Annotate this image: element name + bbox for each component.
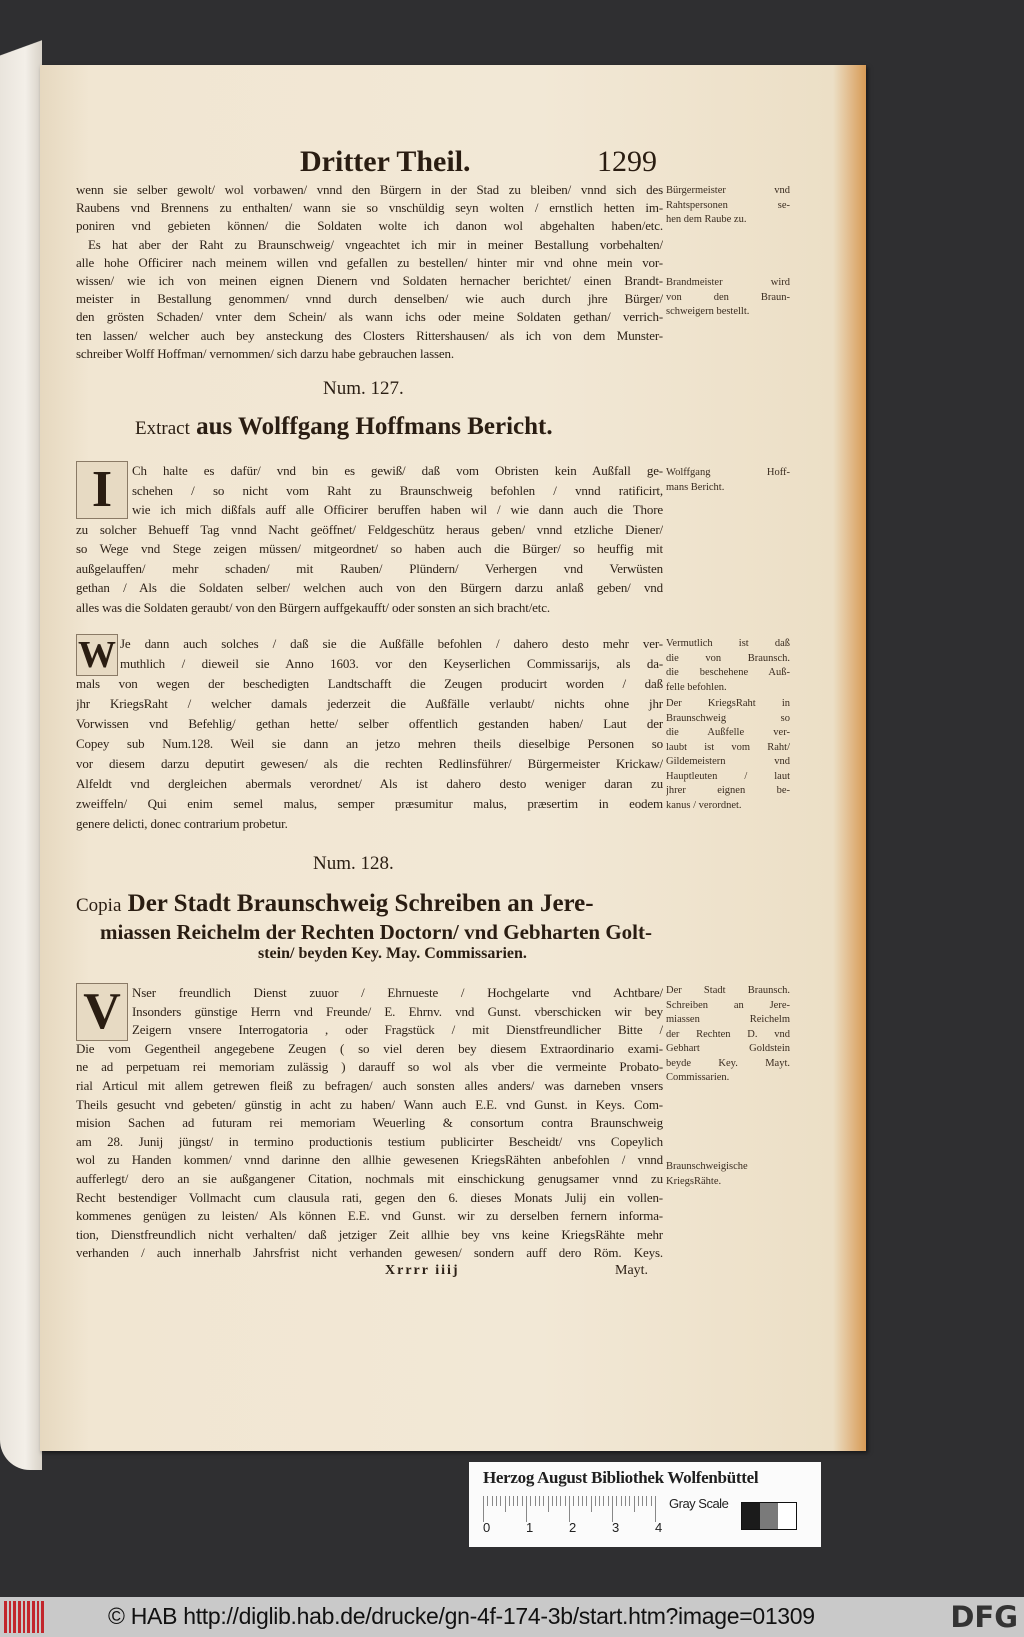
note-line: Brandmeister wird <box>666 277 790 288</box>
drop-cap: W <box>78 634 116 676</box>
text-line: wie ich mich dißfals auff alle Officirer beruffen haben wil / wie dann auch die Thore <box>132 502 663 517</box>
text-line: alle hohe Officirer nach meinem willen vnd gefallen zu bestellen/ hinter mir vnd ohne mein vor- <box>76 254 663 270</box>
ruler-tick <box>646 1496 647 1506</box>
ruler-tick <box>612 1496 613 1522</box>
ruler-tick <box>535 1496 536 1506</box>
ruler-tick <box>560 1496 561 1506</box>
text-line: wenn sie selber gewolt/ wol vorbawen/ vnnd den Bürgern in der Stad zu bleiben/ vnnd sich des <box>76 182 663 197</box>
ruler-tick <box>483 1496 484 1522</box>
ruler-tick <box>569 1496 570 1522</box>
title-prefix: Copia <box>76 895 122 916</box>
note-line: miassen Reichelm <box>666 1014 790 1025</box>
ruler-number: 0 <box>483 1520 491 1535</box>
margin-note <box>666 276 790 320</box>
library-color-target <box>469 1462 821 1547</box>
ruler-tick <box>621 1496 622 1506</box>
section-title <box>76 890 594 918</box>
ruler-tick <box>526 1496 527 1522</box>
ruler-tick <box>582 1496 583 1506</box>
text-line: Es hat aber der Raht zu Braunschweig/ vngeachtet ich mir in meiner Bestallung vorbehalten/ <box>88 236 663 252</box>
logo-stripe <box>18 1601 21 1633</box>
ruler-tick <box>625 1496 626 1506</box>
text-line: Raubens vnd Brennens zu enthalten/ wann sie so vnschüldig seyn wolten / ernstlich hetten im- <box>76 200 663 216</box>
text-line: poniren vnd gebieten können/ die Soldaten wolte ich danon wol abgehalten haben/etc. <box>76 218 663 234</box>
note-line: Gildemeistern vnd <box>666 756 790 767</box>
page-number: 1299 <box>597 145 657 178</box>
text-line: am 28. Junij jüngst/ in termino productionis testium publicirter Bescheidt/ vns Copeylich <box>76 1133 663 1149</box>
text-line: Je dann auch solches / daß sie die Außfälle befohlen / dahero desto mehr ver- <box>120 636 663 651</box>
note-line: felle befohlen. <box>666 681 727 693</box>
ruler-tick <box>629 1496 630 1506</box>
text-line: zu solcher Behueff Tag vnnd Nacht geöffnet/ Feldgeschütz heraus geben/ vnnd etzliche Diener/ <box>76 521 663 537</box>
ruler-tick <box>496 1496 497 1506</box>
logo-stripe <box>41 1601 44 1633</box>
ruler-tick <box>500 1496 501 1506</box>
note-line: Vermutlich ist daß <box>666 638 790 649</box>
text-line: ten lassen/ welcher auch bey ansteckung des Closters Rittershausen/ als ich von dem Munster- <box>76 327 663 343</box>
logo-stripe <box>4 1601 7 1633</box>
ruler-tick <box>651 1496 652 1506</box>
note-line: die von Braunsch. <box>666 652 790 664</box>
note-line: Braunschweig so <box>666 712 790 724</box>
section-title <box>135 413 553 441</box>
ruler-tick <box>509 1496 510 1506</box>
ruler-tick <box>513 1496 514 1506</box>
text-line: kommenes genügen zu leisten/ Als können E.E. vnd Gunst. wir zu derselben fernern informa- <box>76 1208 663 1224</box>
note-line: Der Stadt Braunsch. <box>666 985 790 996</box>
ruler-tick <box>591 1496 592 1512</box>
logo-stripe <box>23 1601 26 1633</box>
note-line: laubt ist vom Raht/ <box>666 741 790 753</box>
margin-note <box>666 697 790 813</box>
text-line: Ch halte es dafür/ vnd bin es gewiß/ daß vom Obristen kein Außfall ge- <box>132 463 663 478</box>
hab-logo-icon <box>4 1601 44 1633</box>
title-prefix: Extract <box>135 418 190 439</box>
text-line: meister in Bestallung genommen/ vnnd durch denselben/ wie auch durch jhre Bürger/ <box>76 291 663 307</box>
text-line: schreiber Wolff Hoffman/ vernommen/ sich darzu habe gebrauchen lassen. <box>76 345 454 361</box>
text-line: Alfeldt vnd dergleichen abermals verordnet/ Als ist dahero desto weniger daran zu <box>76 776 663 791</box>
text-line: genere delicti, donec contrarium probetur. <box>76 816 288 831</box>
ruler-tick <box>556 1496 557 1506</box>
footer-bar <box>0 1597 1024 1637</box>
text-line: tion, Dienstfreundlich nicht verhalten/ daß jetziger Zeit allhie bey vns keine KriegsRähte mehr <box>76 1226 663 1242</box>
dfg-logo: DFG <box>950 1600 1018 1634</box>
drop-cap: V <box>76 983 128 1041</box>
ruler-tick <box>522 1496 523 1506</box>
margin-note <box>666 184 790 228</box>
title-line: Der Stadt Braunschweig Schreiben an Jere- <box>127 890 594 917</box>
note-line: Braunschweigische <box>666 1161 748 1172</box>
running-head: Dritter Theil. <box>300 145 471 178</box>
text-line: vor diesem darzu deputirt gewesen/ als die rechten Redlinsführer/ Bürgermeister Krickaw/ <box>76 756 663 771</box>
note-line: Rahtspersonen se- <box>666 199 790 211</box>
ruler-number: 3 <box>612 1520 620 1535</box>
ruler-tick <box>608 1496 609 1506</box>
ruler-tick <box>492 1496 493 1506</box>
margin-note <box>666 984 790 1086</box>
ruler-tick <box>595 1496 596 1506</box>
ruler-tick <box>603 1496 604 1506</box>
permalink-text: © HAB http://diglib.hab.de/drucke/gn-4f-174-3b/start.htm?image=01309 <box>108 1603 815 1629</box>
ruler-number: 4 <box>655 1520 663 1535</box>
ruler-tick <box>634 1496 635 1512</box>
margin-note <box>666 466 790 495</box>
note-line: Commissarien. <box>666 1072 730 1083</box>
section-number: Num. 128. <box>313 853 394 874</box>
text-line: zweiffeln/ Qui enim semel malus, semper præsumitur malus, præsertim in eodem <box>76 796 663 811</box>
logo-stripe <box>32 1601 35 1633</box>
ruler-number: 2 <box>569 1520 577 1535</box>
note-line: Schreiben an Jere- <box>666 999 790 1011</box>
note-line: Der KriegsRaht in <box>666 698 790 709</box>
ruler-tick <box>573 1496 574 1506</box>
ruler-tick <box>530 1496 531 1506</box>
note-line: Gebhart Goldstein <box>666 1043 790 1054</box>
paragraph-4 <box>76 984 663 1263</box>
ruler-tick <box>517 1496 518 1506</box>
ruler-tick <box>655 1496 656 1522</box>
paragraph-1 <box>76 181 663 363</box>
text-line: schehen / so nicht vom Raht zu Braunschweig befohlen / vnnd ratificirt, <box>132 482 663 498</box>
note-line: kanus / verordnet. <box>666 799 742 811</box>
ruler-tick <box>543 1496 544 1506</box>
text-line: Insonders günstige Herrn vnd Freunde/ E. Ehrnv. vnd Gunst. vberschicken wir bey <box>132 1003 663 1019</box>
ruler-tick <box>599 1496 600 1506</box>
gray-scale-label: Gray Scale <box>669 1496 729 1511</box>
section-number: Num. 127. <box>323 378 404 399</box>
text-line: jhr KriegsRaht / welcher damals jederzeit die Außfälle verlaubt/ nichts ohne jhr <box>76 696 663 711</box>
note-line: Bürgermeister vnd <box>666 185 790 196</box>
text-line: Recht bestendiger Vollmacht cum clausula rati, gegen den 6. dieses Monats Julij ein vollen- <box>76 1189 663 1205</box>
note-line: die Außfelle ver- <box>666 727 790 738</box>
text-line: Copey sub Num.128. Weil sie dann an jetzo mehren theils dieselbige Personen so <box>76 736 663 751</box>
text-line: mals von wegen der beschedigten Landtschafft die Zeugen producirt worden / daß <box>76 676 663 691</box>
logo-stripe <box>27 1601 30 1633</box>
text-line: gethan / Als die Soldaten selber/ welchen auch von den Bürgern darzu anlaß geben/ vnd <box>76 580 663 595</box>
text-line: Die vom Gegentheil angegebene Zeugen ( so viel deren bey diesem Extraordinario exami- <box>76 1040 663 1056</box>
note-line: Wolffgang Hoff- <box>666 467 790 478</box>
note-line: von den Braun- <box>666 291 790 303</box>
note-line: der Rechten D. vnd <box>666 1028 790 1040</box>
ruler-tick <box>552 1496 553 1506</box>
section-title-line: miassen Reichelm der Rechten Doctorn/ vnd Gebharten Golt- <box>100 920 652 944</box>
text-line: verhanden / auch innerhalb Jahrsfrist nicht verhanden gewesen/ sondern auff dero Röm. Keys. <box>76 1245 663 1261</box>
ruler-tick <box>565 1496 566 1506</box>
ruler-tick <box>616 1496 617 1506</box>
text-line: wissen/ wie ich von meinen eignen Dienern vnd Soldaten hernacher berichtet/ einen Brandt- <box>76 273 663 289</box>
text-line: alles was die Soldaten geraubt/ von den Bürgern auffgekaufft/ oder sonsten an sich bracht/etc. <box>76 599 550 615</box>
note-line: Hauptleuten / laut <box>666 770 790 782</box>
title-text: aus Wolffgang Hoffmans Bericht. <box>196 413 553 440</box>
catchword: Mayt. <box>615 1263 649 1278</box>
previous-page-edge <box>0 25 42 1470</box>
text-line: Zeigern vnsere Interrogatoria , oder Fragstück / mit Dienstfreundlicher Bitte / <box>132 1022 663 1038</box>
signature-mark: Xrrrr iiij <box>385 1263 460 1278</box>
ruler-tick <box>505 1496 506 1512</box>
logo-stripe <box>37 1601 40 1633</box>
section-title-line: stein/ beyden Key. May. Commissarien. <box>258 945 527 962</box>
text-line: so Wege vnd Stege zeigen müssen/ mitgeordnet/ so haben auch die Bürger/ so heuffig mit <box>76 541 663 556</box>
margin-note <box>666 1160 790 1189</box>
text-line: rial Articul mit allem getrewen fleiß zu befragen/ auch sonsten alles anders/ was darneben vnsers <box>76 1077 663 1093</box>
logo-stripe <box>13 1601 16 1633</box>
note-line: jhrer eignen be- <box>666 785 790 796</box>
text-line: den grösten Schaden/ vnter dem Schein/ als wann ichs oder meine Soldaten gethan/ verrich- <box>76 309 663 325</box>
paragraph-3 <box>76 634 663 834</box>
ruler-tick <box>578 1496 579 1506</box>
text-line: muthlich / dieweil sie Anno 1603. vor den Keyserlichen Commissarijs, als da- <box>120 656 663 671</box>
text-line: ne ad perpetuam rei memoriam zulässig ) darauff so wol als vber die vermeinte Probato- <box>76 1059 663 1075</box>
library-name: Herzog August Bibliothek Wolfenbüttel <box>483 1468 759 1487</box>
note-line: hen dem Raube zu. <box>666 214 747 225</box>
ruler-tick <box>487 1496 488 1506</box>
ruler-tick <box>638 1496 639 1506</box>
note-line: KriegsRähte. <box>666 1175 722 1187</box>
note-line: mans Bericht. <box>666 481 725 493</box>
ruler-tick <box>586 1496 587 1506</box>
text-line: Nser freundlich Dienst zuuor / Ehrnueste / Hochgelarte vnd Achtbare/ <box>132 985 663 1000</box>
note-line: schweigern bestellt. <box>666 306 750 317</box>
drop-cap: I <box>76 461 128 519</box>
text-line: außgelauffen/ mehr schaden/ mit Rauben/ Plündern/ Verhergen vnd Verwüsten <box>76 560 663 576</box>
margin-note <box>666 637 790 695</box>
ruler-tick <box>642 1496 643 1506</box>
text-line: mision Sachen ad futuram rei memoriam Weuerling & consortum contra Braunschweig <box>76 1115 663 1131</box>
logo-stripe <box>9 1601 12 1633</box>
ruler-number: 1 <box>526 1520 534 1535</box>
text-line: wol zu Handen kommen/ vnnd darinne den allhie gewesenen KriegsRähten anbefohlen / vnnd <box>76 1152 663 1168</box>
text-line: Vorwissen vnd Befehlig/ gethan hette/ selber offentlich gestanden haben/ Laut der <box>76 716 663 731</box>
text-line: Theils gesucht vnd gebeten/ günstig in acht zu haben/ Wann auch E.E. vnd Gunst. in Keys. Com- <box>76 1096 663 1112</box>
note-line: beyde Key. Mayt. <box>666 1057 790 1069</box>
ruler-tick <box>548 1496 549 1512</box>
ruler-tick <box>539 1496 540 1506</box>
paragraph-2 <box>76 461 663 617</box>
note-line: die beschehene Auß- <box>666 667 790 678</box>
text-line: aufferlegt/ dero an sie außgangener Citation, nochmals mit einschickung genugsamer vnnd zu <box>76 1170 663 1186</box>
gray-scale-swatch <box>741 1502 797 1530</box>
